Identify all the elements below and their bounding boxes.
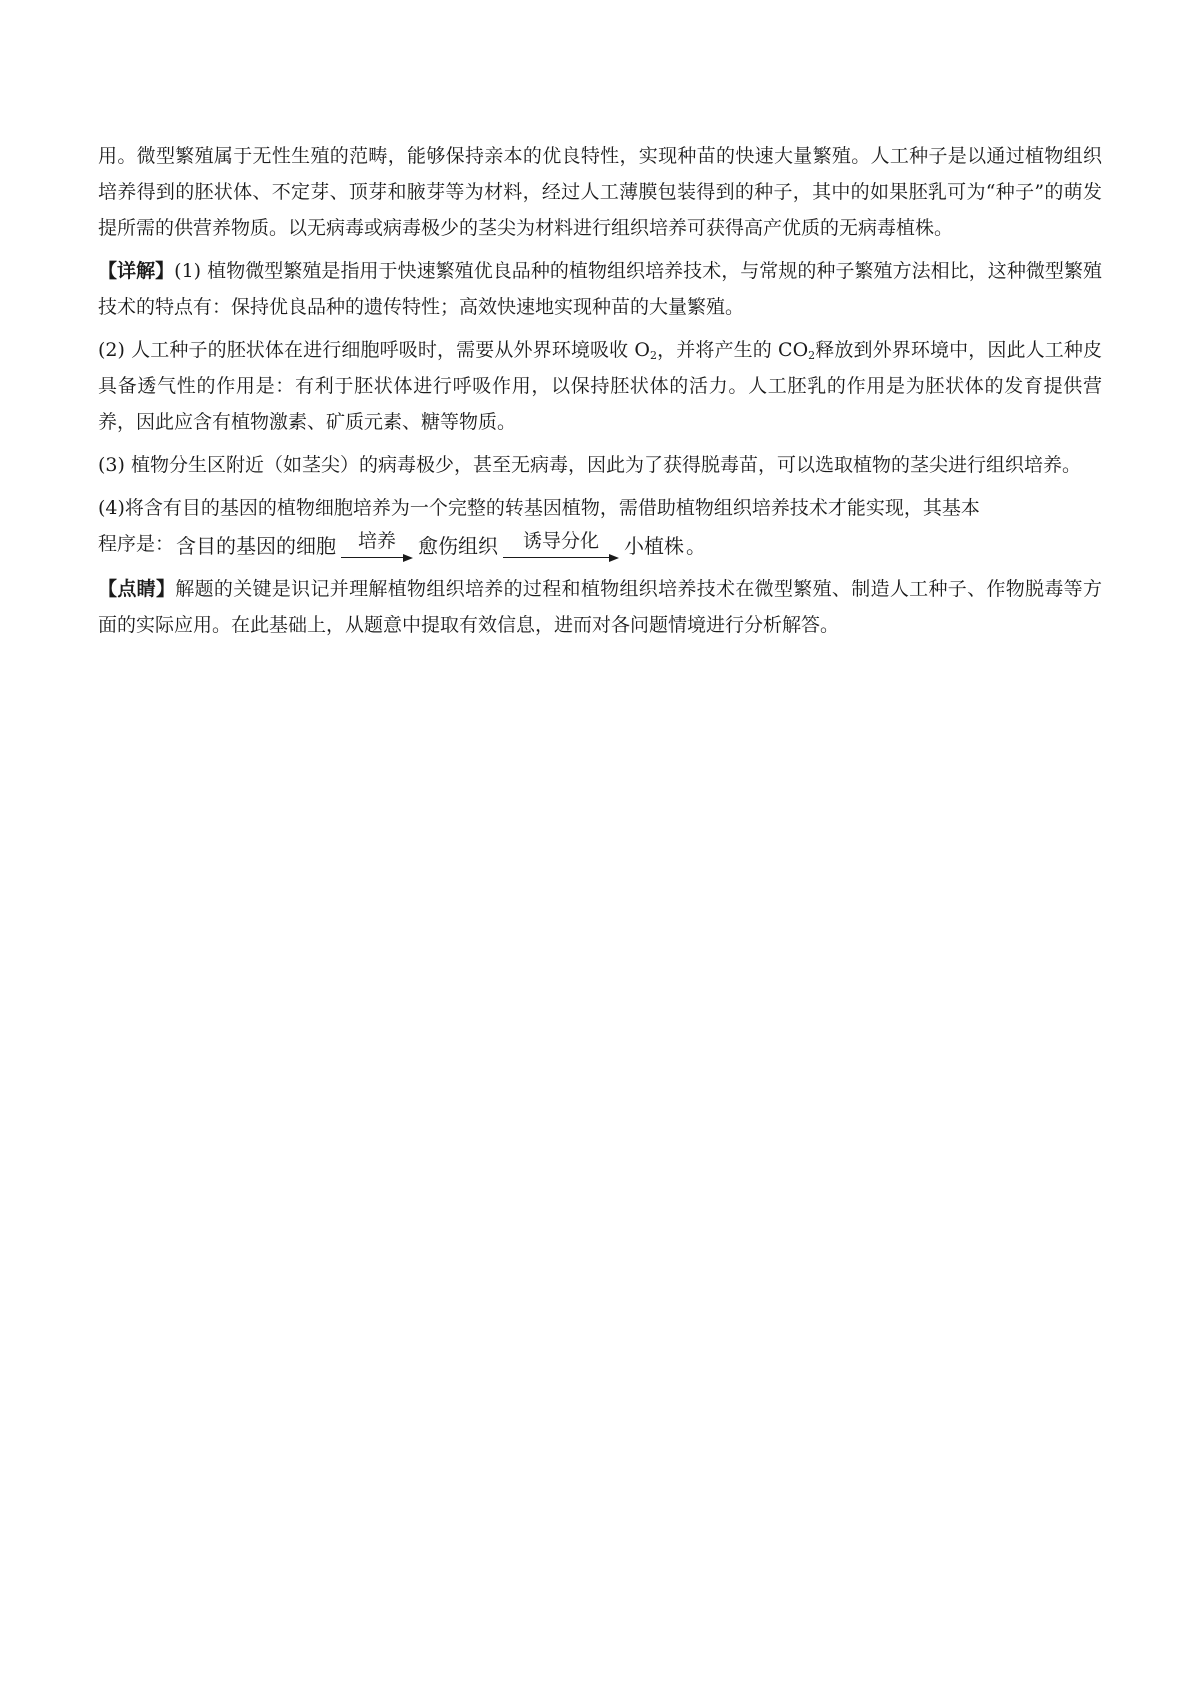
intro-paragraph — [98, 138, 1102, 246]
oxygen-subscript: 2 — [650, 349, 658, 362]
detail-text-2c: 释放到外界环境中，因此人工种皮具备透气性的作用是：有利于胚状体进行呼吸作用，以保持胚状体的活力。人工胚乳的作用是为胚状体的发育提供营养，因此应含有植物激素、矿质元素、糖等物质。 — [98, 339, 1102, 433]
intro-line: 如果胚乳可为“种子”的萌发提所需的供营养物质。以无病毒或病毒极少的茎尖为材料进行组织培养可获 — [98, 181, 1102, 239]
detail-text-2a: (2) 人工种子的胚状体在进行细胞呼吸时，需要从外界环境吸收 O — [98, 339, 651, 361]
co2-subscript: 2 — [808, 349, 816, 362]
detail-paragraph-1 — [98, 253, 1102, 325]
arrow-line — [341, 557, 405, 558]
detail-paragraph-2 — [98, 332, 1102, 440]
document-body — [98, 138, 1102, 643]
detail-paragraph-3 — [98, 447, 1102, 483]
flow-end-punct: 。 — [686, 534, 707, 558]
procedure-flow-diagram — [174, 528, 706, 564]
detail-text-2b: ，并将产生的 CO — [657, 339, 809, 361]
flow-node-cell: 含目的基因的细胞 — [176, 534, 337, 558]
flow-arrow-label: 培养 — [358, 530, 397, 552]
intro-line: 得高产优质的无病毒植株。 — [725, 217, 954, 239]
arrow-head-icon — [609, 554, 619, 562]
detail-text-3: (3) 植物分生区附近（如茎尖）的病毒极少，甚至无病毒，因此为了获得脱毒苗，可以选取植物的茎尖进行组织培养。 — [98, 454, 1081, 476]
detail-text-4: (4)将含有目的基因的植物细胞培养为一个完整的转基因植物，需借助植物组织培养技术才能实现，其基本 — [98, 497, 980, 519]
flow-arrow-label: 诱导分化 — [523, 530, 600, 552]
flow-node-callus: 愈伤组织 — [418, 534, 499, 558]
detail-tag: 【详解】 — [98, 260, 175, 282]
flow-node-plantlet: 小植株 — [624, 534, 685, 558]
detail-text-1: (1) 植物微型繁殖是指用于快速繁殖优良品种的植物组织培养技术，与常规的种子繁殖方法相比，这种微型繁殖技术的特点有：保持优良品种的遗传特性；高效快速地实现种苗的大量繁殖。 — [98, 260, 1102, 318]
intro-line: 用。微型繁殖属于无性生殖的范畴，能够保持亲本的优良特性，实现种苗的快速大量繁殖。人工种子是以 — [98, 145, 987, 167]
comment-paragraph — [98, 571, 1102, 643]
arrow-line — [503, 557, 611, 558]
procedure-prefix: 程序是： — [98, 533, 175, 555]
flow-arrow-culture — [341, 530, 413, 564]
arrow-head-icon — [403, 554, 413, 562]
intro-line: 通过植物组织培养得到的胚状体、不定芽、顶芽和腋芽等为材料，经过人工薄膜包装得到的种子，其中的 — [98, 145, 1102, 203]
flow-arrow-differentiation — [503, 530, 619, 564]
comment-tag: 【点睛】 — [98, 578, 176, 600]
detail-paragraph-4 — [98, 490, 1102, 564]
comment-text: 解题的关键是识记并理解植物组织培养的过程和植物组织培养技术在微型繁殖、制造人工种子、作物脱毒等方面的实际应用。在此基础上，从题意中提取有效信息，进而对各问题情境进行分析解答。 — [98, 578, 1102, 636]
